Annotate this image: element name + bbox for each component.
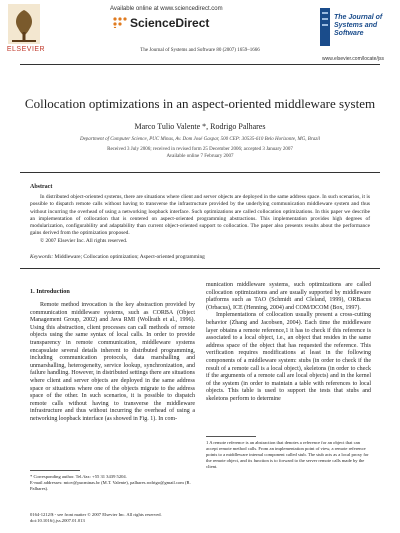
- available-online-text: Available online at www.sciencedirect.com: [110, 6, 223, 12]
- keywords-list: Middleware; Collocation optimization; Aspect-oriented programming: [54, 254, 205, 260]
- available-date: Available online 7 February 2007: [166, 154, 234, 159]
- journal-citation-line: The Journal of Systems and Software 80 (2007) 1659–1666: [140, 48, 260, 53]
- corresponding-author: * Corresponding author. Tel./fax: +55 31 3439 5204.: [30, 474, 127, 479]
- doi-line: doi:10.1016/j.jss.2007.01.013: [30, 518, 85, 523]
- keywords-line: [30, 254, 370, 260]
- abstract-text: In distributed object-oriented systems, there are situations where client and server objects are deployed in the same address space. In such scenarios, it is possible to dispatch remote calls without having to transverse the infrastructure provided by the underlying communication middleware system and thus without incurring the overhead of using a networking loopback interface. Such optimizations are called collocation optimizations. In this paper we describe an implementation of collocation that is centered on aspect-oriented programming abstractions. This implementation provides high degrees of modularization, configurability and adaptability than current object-oriented support to collocation. The paper also presents results about the performance gains derived from the optimization proposed.: [30, 194, 370, 237]
- sciencedirect-dots-icon: [112, 16, 128, 28]
- right-column: [206, 282, 371, 404]
- abstract-bottom-rule: [20, 268, 380, 269]
- header-rule: [20, 64, 380, 65]
- front-matter-line: 0164-1212/$ - see front matter © 2007 Elsevier Inc. All rights reserved.: [30, 512, 162, 517]
- received-dates: Received 3 July 2006; received in revised form 25 December 2006; accepted 3 January 2007: [107, 147, 293, 152]
- left-column: [30, 302, 195, 424]
- intro-paragraph-1: Remote method invocation is the key abstraction provided by communication middleware systems, such as CORBA (Object Management Group, 2002) and Java RMI (Wollrath et al., 1996). Using this abstraction, client processes can call methods of remote objects using the same syntax of local calls. In order to provide transparency in remote communication, middleware systems encapsulate several details inherent to distributed programming, including communication protocols, data marshalling and unmarshalling, heterogeneity, service lookup, synchronization, and failure handling. However, in distributed settings there are situations where client and server objects are deployed in the same address space or situations where one of the objects migrate to the address space of the other. In such scenarios, it is possible to dispatch remote calls without having to transverse the middleware infrastructure and thus without incurring the overhead of using a networking loopback interface (as showed in Fig. 1). In com-: [30, 302, 195, 422]
- abstract-body: [30, 194, 370, 245]
- journal-url: www.elsevier.com/locate/jss: [322, 56, 384, 62]
- intro-paragraph-1-cont: munication middleware systems, such optimizations are called collocation optimizations and are usually supported by middleware platforms such as TAO (Schmidt and Cleland, 1999), ORBacus (Orbacus), ICE (Henning, 2004) and COM/DCOM (Box, 1997).: [206, 282, 371, 311]
- article-affiliation: Department of Computer Science, PUC Minas, Av. Dom José Gaspar, 500 CEP: 30535-610 Belo Horizonte, MG, Brazil: [79, 137, 321, 142]
- sciencedirect-logo: ScienceDirect: [130, 16, 210, 30]
- abstract-copyright: © 2007 Elsevier Inc. All rights reserved.: [40, 237, 128, 244]
- publisher-name: ELSEVIER: [6, 46, 46, 53]
- section-heading-introduction: 1. Introduction: [30, 288, 70, 295]
- author-emails: E-mail addresses: mtov@pucminas.br (M.T. Valente), palhares.rodrigo@gmail.com (R. Palhares).: [30, 480, 191, 491]
- intro-paragraph-2: Implementations of collocation usually present a cross-cutting behavior (Zhang and Jacobsen, 2004). Each time the middleware layer obtains a remote reference,1 it has to check if this reference is associated to a local object, i.e., an object that resides in the same address space of the object that has requested the reference. This verification requires modifications at least in the following components of a middleware system: stubs (in order to check if the result of a remote call is a local object), skeletons (in order to check if the arguments of a remote call are local objects) and in the kernel of the system (in order to maintain a table with references to local objects. This table is used to support the tests that stubs and skeletons perform to determine: [206, 312, 371, 402]
- corresponding-author-footnote: [30, 474, 195, 492]
- publication-info: [30, 512, 195, 524]
- abstract-top-rule: [20, 172, 380, 173]
- footnote-rule-right: [206, 436, 256, 437]
- footnote-rule-left: [30, 470, 80, 471]
- journal-brand-title: The Journal of Systems and Software: [334, 14, 383, 37]
- footnote-1: 1 A remote reference is an abstraction that denotes a reference for an object that can accept remote method calls. From an implementation point of view, a remote reference points to a middleware internal component called stub. The stub acts as a local proxy for the remote object, and its function is to forward to the server remote calls made by the client.: [206, 440, 369, 469]
- elsevier-tree-logo: [8, 4, 40, 44]
- keywords-label: Keywords:: [30, 254, 54, 260]
- article-authors: Marco Tulio Valente *, Rodrigo Palhares: [134, 122, 266, 131]
- abstract-heading: Abstract: [30, 184, 53, 190]
- article-title: Collocation optimizations in an aspect-oriented middleware system: [24, 96, 376, 111]
